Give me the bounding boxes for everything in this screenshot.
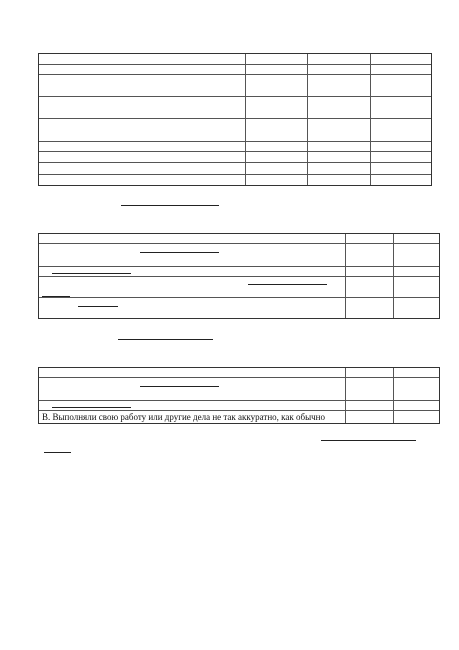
table-divider [393,368,394,423]
table-row [39,297,439,298]
table-3 [38,367,440,424]
underline [78,306,118,307]
table-row [39,276,439,277]
table-row [39,118,431,119]
table-divider [345,368,346,423]
underline [52,273,131,274]
table-row [39,266,439,267]
table-row [39,410,439,411]
table-row [39,151,431,152]
underline [248,284,327,285]
underline [140,386,219,387]
table-3-row3-text: В. Выполняли свою работу или другие дела не так аккуратно, как обычно [42,412,325,422]
table-row [39,141,431,142]
underline [140,252,219,253]
table-row [39,400,439,401]
underline [52,407,131,408]
table-row [39,174,431,175]
table-divider [370,54,371,185]
table-divider [245,54,246,185]
table-row [39,96,431,97]
underline [118,339,213,340]
table-row [39,162,431,163]
table-row [39,64,431,65]
table-divider [345,234,346,318]
underline [42,296,70,297]
table-row [39,243,439,244]
underline [121,205,219,206]
table-row [39,74,431,75]
table-divider [307,54,308,185]
table-divider [393,234,394,318]
table-row [39,377,439,378]
underline [44,452,71,453]
underline [321,440,416,441]
table-1 [38,53,432,186]
